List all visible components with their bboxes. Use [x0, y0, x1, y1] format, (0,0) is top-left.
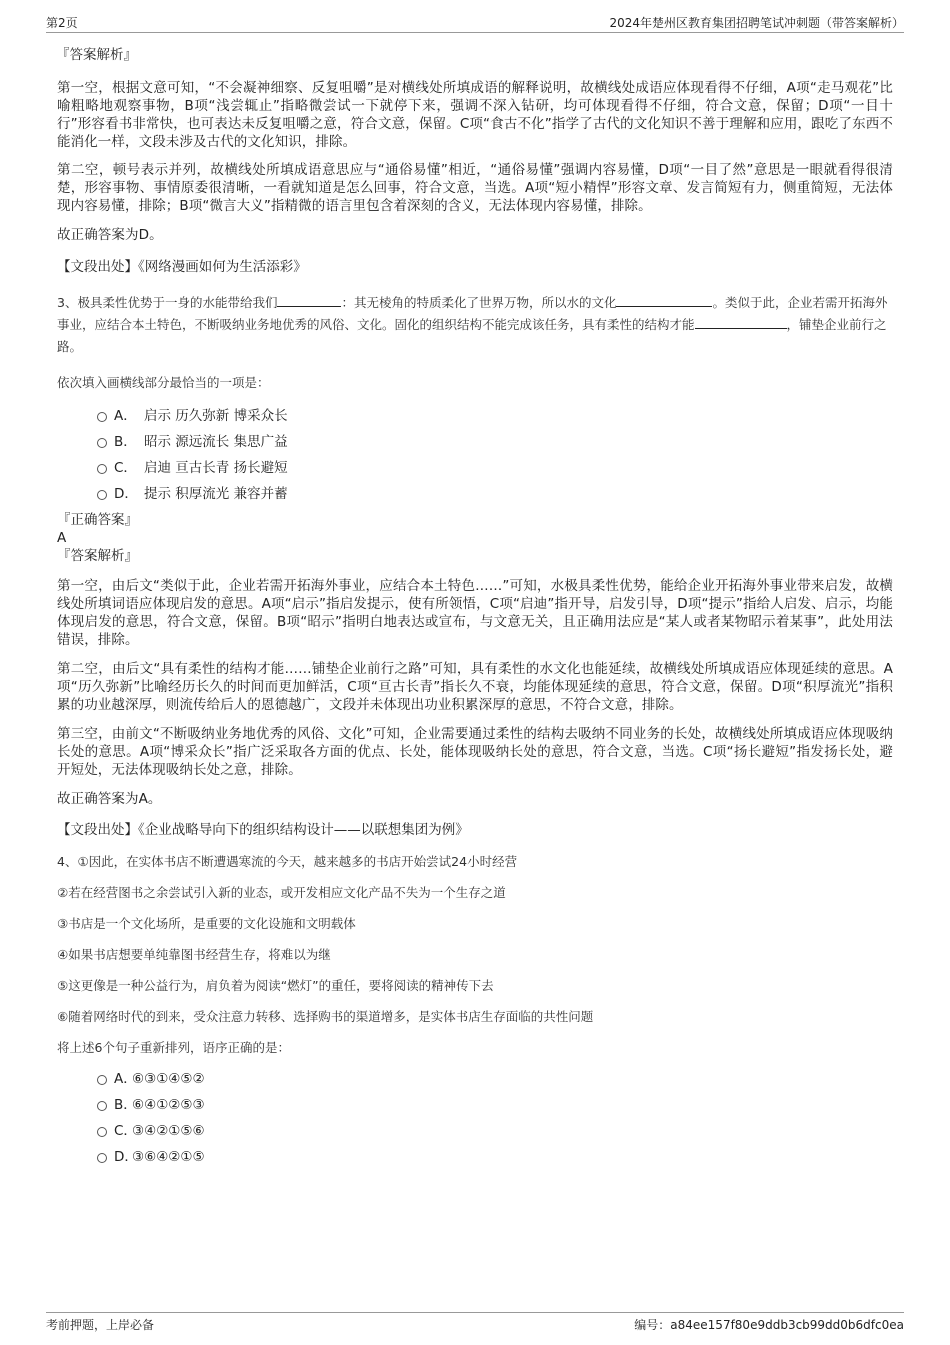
- radio-icon[interactable]: [97, 1153, 107, 1163]
- q4-sentence-6: ⑥随着网络时代的到来，受众注意力转移、选择购书的渠道增多，是实体书店生存面临的共性问题: [57, 1009, 594, 1024]
- page-footer: [46, 1312, 904, 1333]
- q3-blank-2: [616, 292, 712, 307]
- document-title: 2024年楚州区教育集团招聘笔试冲刺题（带答案解析）: [609, 16, 904, 30]
- q3-stem-part-2: ：其无棱角的特质柔化了世界万物，所以水的文化: [341, 295, 617, 310]
- q4-sentence-5: ⑤这更像是一种公益行为，肩负着为阅读“燃灯”的重任，要将阅读的精神传下去: [57, 978, 494, 993]
- q4-option-d[interactable]: D．③⑥④②①⑤: [57, 1144, 893, 1170]
- q3-option-b[interactable]: B． 昭示 源远流长 集思广益: [57, 429, 893, 455]
- q3-stem-part-1: 3、极具柔性优势于一身的水能带给我们: [57, 295, 278, 310]
- q4-sentence-4: ④如果书店想要单纯靠图书经营生存，将难以为继: [57, 947, 331, 962]
- footer-slogan: 考前押题，上岸必备: [46, 1318, 155, 1332]
- q3-answer: A: [57, 530, 67, 546]
- q2-analysis-para-1: 第一空，根据文意可知，“不会凝神细察、反复咀嚼”是对横线处所填成语的解释说明，故横线处成语应体现看得不仔细，A项“走马观花”比喻粗略地观察事物，B项“浅尝辄止”指略微尝试一下就停下来，强调不深入钻研，均可体现看得不仔细，符合文意，保留；D项“一目十行”形容看书非常快，也可表达未反复咀嚼之意，符合文意，保留。C项“食古不化”指学了古代的文化知识不善于理解和应用，跟吃了东西不能消化一样，文段未涉及古代的文化知识，排除。: [57, 80, 893, 150]
- q3-answer-label: 『正确答案』: [57, 512, 138, 528]
- q3-analysis-para-2: 第二空，由后文“具有柔性的结构才能……铺垫企业前行之路”可知，具有柔性的水文化也能延续，故横线处所填成语应体现延续的意思。A项“历久弥新”比喻经历长久的时间而更加鲜活，C项“亘古长青”指长久不衰，均能体现延续的意思，符合文意，保留。D项“积厚流光”指积累的功业越深厚，则流传给后人的恩德越广，文段并未体现出功业积累深厚的意思，不符合文意，排除。: [57, 661, 893, 713]
- q3-option-d[interactable]: D． 提示 积厚流光 兼容并蓄: [57, 481, 893, 507]
- q4-option-c[interactable]: C．③④②①⑤⑥: [57, 1118, 893, 1144]
- q3-analysis-para-3: 第三空，由前文“不断吸纳业务地优秀的风俗、文化”可知，企业需要通过柔性的结构去吸纳不同业务的长处，故横线处所填成语应体现吸纳长处的意思。A项“博采众长”指广泛采取各方面的优点、长处，能体现吸纳长处的意思，符合文意，当选。C项“扬长避短”指发扬长处，避开短处，无法体现吸纳长处之意，排除。: [57, 726, 893, 778]
- footer-id-label: 编号：: [634, 1318, 671, 1332]
- q4-prompt: 将上述6个句子重新排列，语序正确的是：: [57, 1040, 290, 1055]
- radio-icon[interactable]: [97, 464, 107, 474]
- q3-source: 【文段出处】《企业战略导向下的组织结构设计——以联想集团为例》: [57, 822, 469, 838]
- q2-analysis-para-2: 第二空，顿号表示并列，故横线处所填成语意思应与“通俗易懂”相近，“通俗易懂”强调内容易懂，D项“一目了然”意思是一眼就看得很清楚，形容事物、事情原委很清晰，一看就知道是怎么回事，符合文意，当选。A项“短小精悍”形容文章、发言简短有力，侧重简短，无法体现内容易懂，排除；B项“微言大义”指精微的语言里包含着深刻的含义，无法体现内容易懂，排除。: [57, 162, 893, 214]
- radio-icon[interactable]: [97, 1075, 107, 1085]
- q2-conclusion: 故正确答案为D。: [57, 227, 163, 243]
- q3-blank-3: [695, 314, 787, 329]
- q4-option-a[interactable]: A．⑥③①④⑤②: [57, 1066, 893, 1092]
- q2-analysis-label: 『答案解析』: [56, 47, 137, 63]
- q3-analysis-label: 『答案解析』: [57, 548, 138, 564]
- q3-option-c[interactable]: C． 启迪 亘古长青 扬长避短: [57, 455, 893, 481]
- q3-conclusion: 故正确答案为A。: [57, 791, 162, 807]
- q4-option-b[interactable]: B．⑥④①②⑤③: [57, 1092, 893, 1118]
- q2-source: 【文段出处】《网络漫画如何为生活添彩》: [57, 259, 307, 275]
- q3-prompt: 依次填入画横线部分最恰当的一项是：: [57, 375, 270, 390]
- radio-icon[interactable]: [97, 1101, 107, 1111]
- page-header: [46, 12, 904, 33]
- page-number: 第2页: [46, 16, 78, 30]
- radio-icon[interactable]: [97, 412, 107, 422]
- q4-sentence-2: ②若在经营图书之余尝试引入新的业态，或开发相应文化产品不失为一个生存之道: [57, 885, 506, 900]
- page-content: [57, 46, 893, 1170]
- q3-stem: [57, 292, 889, 358]
- q3-option-a[interactable]: A． 启示 历久弥新 博采众长: [57, 403, 893, 429]
- q3-options: [57, 403, 893, 507]
- radio-icon[interactable]: [97, 1127, 107, 1137]
- q3-stem-part-3: 。类似于此，企业若需开拓海外事业，应结合本土特色，不断吸纳业务地优秀的风俗、文化。固化的组织结构不能完成该任务，具有柔性的结构才能: [57, 295, 888, 332]
- footer-id-value: a84ee157f80e9ddb3cb99dd0b6dfc0ea: [670, 1318, 904, 1332]
- q3-blank-1: [277, 292, 341, 307]
- radio-icon[interactable]: [97, 490, 107, 500]
- footer-id: [634, 1316, 904, 1333]
- q3-stem-part-4: ，铺垫企业前行之路。: [57, 317, 887, 354]
- q3-analysis-para-1: 第一空，由后文“类似于此，企业若需开拓海外事业，应结合本土特色……”可知，水极具柔性优势，能给企业开拓海外事业带来启发，故横线处所填词语应体现启发的意思。A项“启示”指启发提示，使有所领悟，C项“启迪”指开导，启发引导，D项“提示”指给人启发、启示，均能体现启发的意思，符合文意，保留。B项“昭示”指明白地表达或宣布，与文意无关，且正确用法应是“某人或者某物昭示着某事”，此处用法错误，排除。: [57, 578, 893, 648]
- q4-options: [57, 1066, 893, 1170]
- q4-sentence-1: 4、①因此，在实体书店不断遭遇寒流的今天，越来越多的书店开始尝试24小时经营: [57, 854, 518, 869]
- q4-sentence-3: ③书店是一个文化场所，是重要的文化设施和文明载体: [57, 916, 356, 931]
- radio-icon[interactable]: [97, 438, 107, 448]
